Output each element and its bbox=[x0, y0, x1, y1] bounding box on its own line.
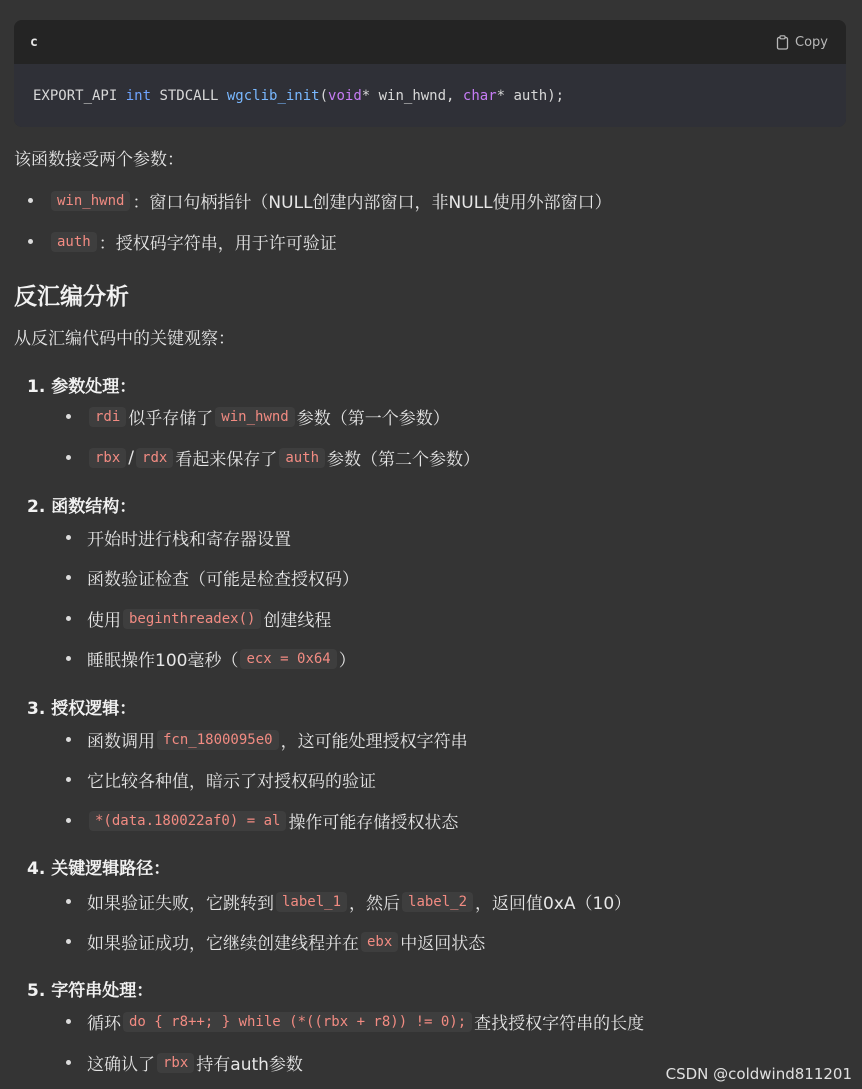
clipboard-icon bbox=[776, 35, 789, 50]
code-token: wgclib_init bbox=[226, 87, 320, 104]
list-item bbox=[66, 767, 376, 792]
list-item-text: 开始时进行栈和寄存器设置 bbox=[87, 530, 291, 550]
subheading-5: 5. 字符串处理： bbox=[27, 981, 154, 1001]
inline-code: beginthreadex() bbox=[123, 609, 261, 629]
bullet-icon bbox=[66, 616, 71, 621]
inline-code: rdx bbox=[136, 448, 173, 468]
list-item bbox=[66, 889, 631, 914]
subheading-2: 2. 函数结构： bbox=[27, 497, 137, 517]
list-item bbox=[66, 606, 331, 631]
list-item bbox=[66, 929, 485, 954]
bullet-icon bbox=[66, 818, 71, 823]
list-item bbox=[66, 1009, 644, 1034]
list-item-text: 操作可能存储授权状态 bbox=[288, 813, 459, 833]
list-item bbox=[28, 229, 337, 254]
inline-code: fcn_1800095e0 bbox=[157, 730, 279, 750]
subheading-1: 1. 参数处理： bbox=[27, 377, 137, 397]
list-item bbox=[66, 727, 468, 752]
list-item-text: 参数（第一个参数） bbox=[296, 409, 450, 429]
bullet-icon bbox=[66, 455, 71, 460]
section-heading: 反汇编分析 bbox=[14, 284, 129, 310]
inline-code: rdi bbox=[89, 407, 126, 427]
list-item bbox=[66, 404, 450, 429]
code-token: EXPORT_API bbox=[33, 87, 126, 104]
inline-code: label_2 bbox=[402, 892, 473, 912]
inline-code: auth bbox=[51, 232, 97, 252]
list-item bbox=[66, 525, 291, 550]
bullet-icon bbox=[66, 777, 71, 782]
inline-code: *(data.180022af0) = al bbox=[89, 811, 286, 831]
list-item bbox=[66, 646, 356, 671]
list-item bbox=[66, 565, 359, 590]
list-item-text: 如果验证成功，它继续创建线程并在 bbox=[87, 934, 359, 954]
list-item-text: 看起来保存了 bbox=[175, 450, 278, 470]
code-token: void bbox=[328, 87, 362, 104]
inline-code: rbx bbox=[157, 1053, 194, 1073]
inline-code: win_hwnd bbox=[215, 407, 294, 427]
inline-code: win_hwnd bbox=[51, 191, 130, 211]
list-item bbox=[66, 445, 480, 470]
code-line bbox=[14, 64, 846, 127]
code-token: * auth); bbox=[496, 87, 565, 104]
code-token: ( bbox=[319, 87, 329, 104]
list-item-text: ，然后 bbox=[349, 894, 401, 914]
subheading-3: 3. 授权逻辑： bbox=[27, 699, 137, 719]
list-item-text: 它比较各种值，暗示了对授权码的验证 bbox=[87, 772, 376, 792]
bullet-icon bbox=[66, 575, 71, 580]
copy-label: Copy bbox=[795, 34, 828, 50]
code-token: char bbox=[462, 87, 497, 104]
bullet-icon bbox=[66, 899, 71, 904]
bullet-icon bbox=[66, 656, 71, 661]
inline-code: ecx = 0x64 bbox=[240, 649, 336, 669]
list-item-text: 参数（第二个参数） bbox=[327, 450, 481, 470]
list-item bbox=[66, 808, 458, 833]
list-item-text: ，返回值0xA（10） bbox=[475, 894, 632, 914]
list-item-text: 似乎存储了 bbox=[128, 409, 214, 429]
subheading-4: 4. 关键逻辑路径： bbox=[27, 859, 171, 879]
list-item-text: 这确认了 bbox=[87, 1055, 155, 1075]
list-item-text: ） bbox=[338, 651, 356, 671]
inline-code: auth bbox=[279, 448, 325, 468]
watermark: CSDN @coldwind811201 bbox=[665, 1065, 852, 1083]
code-token: STDCALL bbox=[151, 87, 227, 104]
list-item-text: ：授权码字符串，用于许可验证 bbox=[98, 234, 337, 254]
code-block bbox=[14, 20, 846, 127]
bullet-icon bbox=[28, 239, 33, 244]
bullet-icon bbox=[66, 535, 71, 540]
list-item-text: 创建线程 bbox=[263, 611, 332, 631]
bullet-icon bbox=[28, 198, 33, 203]
list-item-text: ：窗口句柄指针（NULL创建内部窗口，非NULL使用外部窗口） bbox=[132, 193, 612, 213]
inline-code: do { r8++; } while (*((rbx + r8)) != 0); bbox=[123, 1012, 472, 1032]
list-item-text: 使用 bbox=[87, 611, 121, 631]
list-item-text: 持有auth参数 bbox=[196, 1055, 303, 1075]
list-item bbox=[66, 1050, 303, 1075]
code-block-header bbox=[14, 20, 846, 64]
list-item-text: ，这可能处理授权字符串 bbox=[280, 732, 468, 752]
inline-code: ebx bbox=[361, 932, 398, 952]
list-item bbox=[28, 188, 612, 213]
code-language-label: c bbox=[30, 34, 38, 50]
copy-button[interactable] bbox=[776, 35, 828, 50]
list-item-text: 查找授权字符串的长度 bbox=[474, 1014, 645, 1034]
bullet-icon bbox=[66, 939, 71, 944]
code-token: * win_hwnd, bbox=[361, 87, 463, 104]
list-item-text: 函数调用 bbox=[87, 732, 155, 752]
intro-text: 该函数接受两个参数： bbox=[14, 150, 184, 170]
list-item-text: / bbox=[128, 447, 135, 468]
bullet-icon bbox=[66, 1060, 71, 1065]
section-intro: 从反汇编代码中的关键观察： bbox=[14, 329, 235, 349]
bullet-icon bbox=[66, 1019, 71, 1024]
list-item-text: 循环 bbox=[87, 1014, 121, 1034]
list-item-text: 睡眠操作100毫秒（ bbox=[87, 651, 239, 671]
list-item-text: 函数验证检查（可能是检查授权码） bbox=[87, 570, 359, 590]
inline-code: label_1 bbox=[276, 892, 347, 912]
bullet-icon bbox=[66, 414, 71, 419]
bullet-icon bbox=[66, 737, 71, 742]
inline-code: rbx bbox=[89, 448, 126, 468]
code-token: int bbox=[125, 87, 152, 104]
list-item-text: 如果验证失败，它跳转到 bbox=[87, 894, 274, 914]
list-item-text: 中返回状态 bbox=[400, 934, 486, 954]
